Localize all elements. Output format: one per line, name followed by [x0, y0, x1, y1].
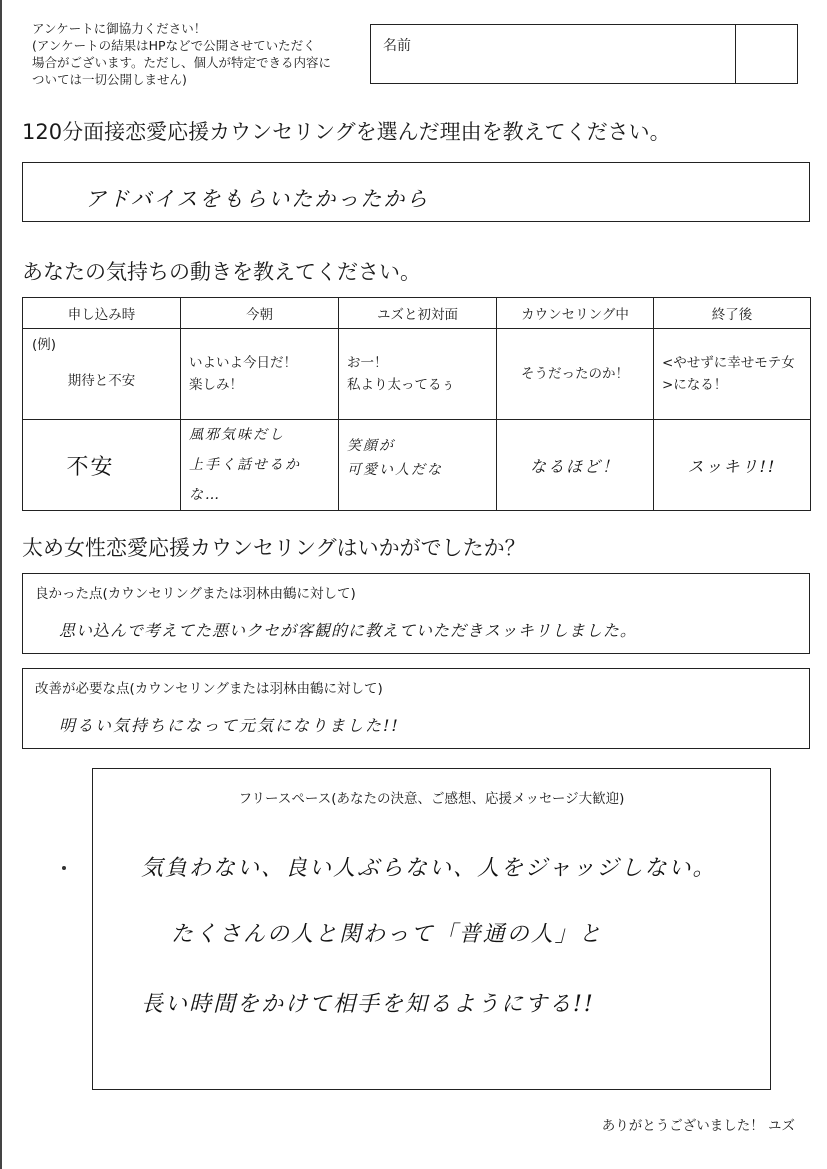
example-cell: <やせずに幸せモテ女>になる！ — [654, 329, 811, 420]
table-header-row — [23, 298, 811, 329]
free-space-line: 長い時間をかけて相手を知るようにする!! — [141, 992, 595, 1017]
free-space-label: フリースペース(あなたの決意、ご感想、応援メッセージ大歓迎) — [238, 791, 625, 807]
example-cell: お一！ 私より太ってるぅ — [339, 329, 497, 420]
question-1: 120分面接恋愛応援カウンセリングを選んだ理由を教えてください。 — [22, 120, 671, 144]
header-application: 申し込み時 — [23, 298, 181, 329]
example-cell: いよいよ今日だ！ 楽しみ！ — [181, 329, 339, 420]
answer-cell: 風邪気味だし 上手く話せるかな… — [189, 427, 301, 503]
header-after: 終了後 — [654, 298, 811, 329]
good-points-label: 良かった点(カウンセリングまたは羽林由鶴に対して) — [35, 586, 356, 602]
name-label: 名前 — [383, 38, 411, 54]
answer-box-1[interactable] — [22, 162, 810, 222]
improvement-box[interactable] — [22, 668, 810, 749]
name-box-divider — [735, 25, 736, 83]
answer-cell: 笑顔が 可愛い人だな — [347, 438, 443, 478]
example-row — [23, 329, 811, 420]
thank-you-note: ありがとうございました！ ユズ — [601, 1118, 795, 1134]
example-label: (例) — [32, 337, 57, 353]
free-space-line: 気負わない、良い人ぶらない、人をジャッジしない。 — [141, 856, 717, 881]
survey-intro — [32, 20, 362, 88]
scan-edge — [0, 0, 2, 1169]
name-field[interactable] — [370, 24, 798, 84]
free-space-line: たくさんの人と関わって「普通の人」と — [171, 922, 603, 947]
answer-cell: 不安 — [66, 454, 115, 480]
stray-mark — [62, 866, 66, 870]
answer-cell: なるほど！ — [529, 456, 620, 476]
header-this-morning: 今朝 — [181, 298, 339, 329]
intro-line: 場合がございます。ただし、個人が特定できる内容に — [32, 55, 332, 70]
improvement-handwriting: 明るい気持ちになって元気になりました!! — [59, 716, 400, 735]
intro-line: ついては一切公開しません) — [32, 72, 187, 87]
intro-line: アンケートに御協力ください！ — [32, 21, 207, 36]
free-space-box[interactable] — [92, 768, 771, 1090]
example-cell: 期待と不安 — [23, 329, 181, 420]
question-2: あなたの気持ちの動きを教えてください。 — [22, 260, 421, 284]
header-during-counseling: カウンセリング中 — [497, 298, 654, 329]
example-cell: そうだったのか！ — [497, 329, 654, 420]
answer-row[interactable] — [23, 420, 811, 511]
good-points-box[interactable] — [22, 573, 810, 654]
question-3: 太め女性恋愛応援カウンセリングはいかがでしたか？ — [22, 536, 526, 560]
feelings-table — [22, 297, 811, 511]
answer-cell: スッキリ!! — [687, 456, 777, 476]
good-points-handwriting: 思い込んで考えてた悪いクセが客観的に教えていただきスッキリしました。 — [59, 621, 637, 640]
header-first-meeting: ユズと初対面 — [339, 298, 497, 329]
answer-1-handwriting: アドバイスをもらいたかったから — [85, 187, 430, 211]
intro-line: (アンケートの結果はHPなどで公開させていただく — [32, 38, 316, 53]
improvement-label: 改善が必要な点(カウンセリングまたは羽林由鶴に対して) — [35, 681, 383, 697]
